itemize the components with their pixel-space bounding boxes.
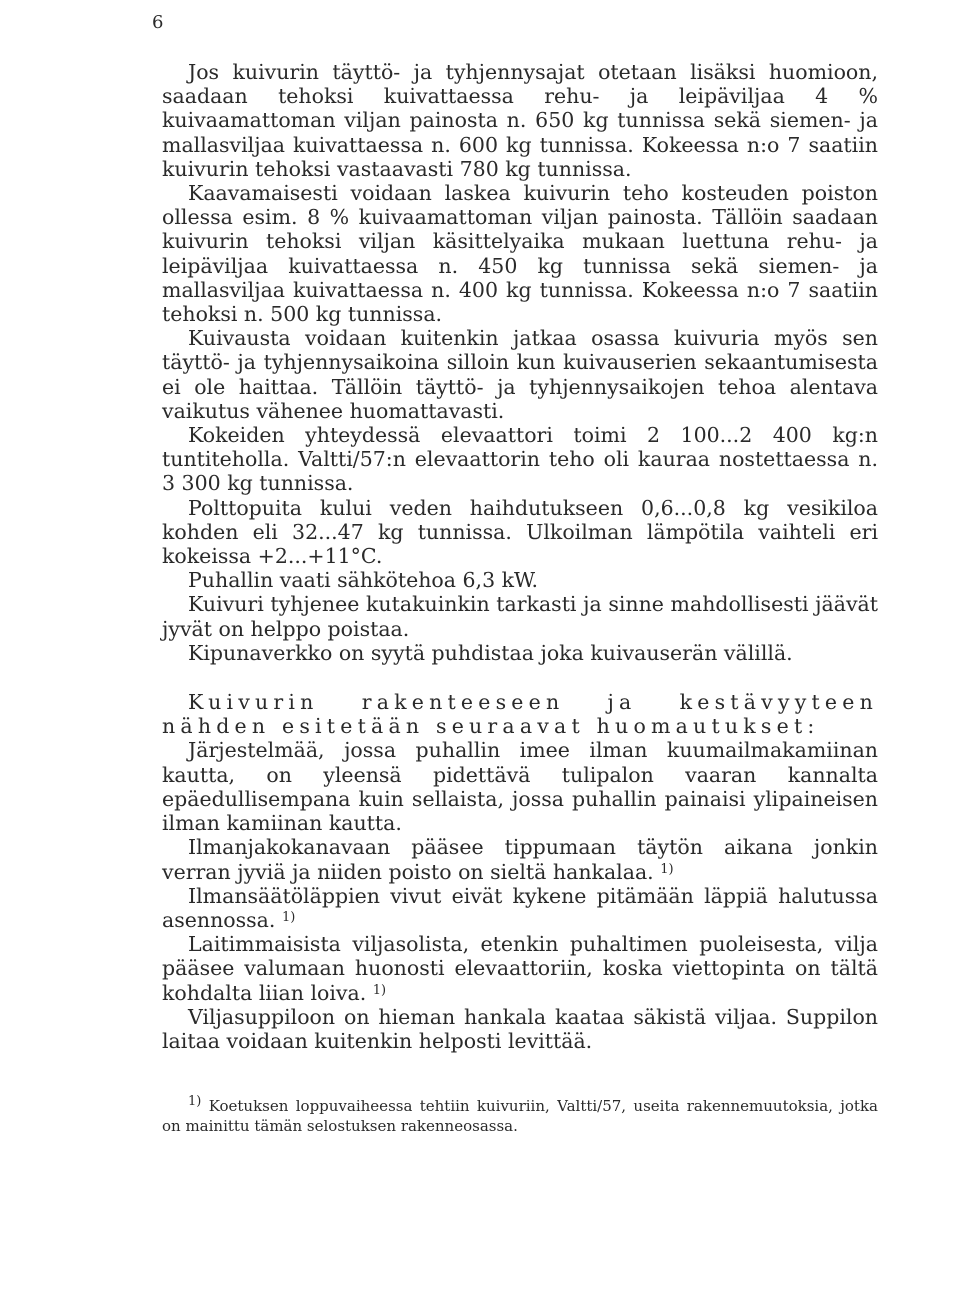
remark-text: Laitimmaisista viljasolista, etenkin puhaltimen puoleisesta, vilja pääsee valumaan huonosti elevaattoriin, koska viettopinta on tältä kohdalta liian loiva.: [162, 932, 878, 1005]
paragraph-polttopuut: Polttopuita kului veden haihdutukseen 0,6...0,8 kg vesikiloa kohden eli 32...47 kg tunnissa. Ulkoilman lämpötila vaihteli eri kokeissa +2...+11°C.: [162, 495, 878, 569]
paragraph-kuivaus-jatkuu: Kuivausta voidaan kuitenkin jatkaa osassa kuivuria myös sen täyttö- ja tyhjennysaikoina silloin kun kuivauserien sekaantumisesta ei ole haittaa. Tällöin täyttö- ja tyhjennysaikojen tehoa alentava vaikutus vähenee huomattavasti.: [162, 326, 878, 423]
footnote-text-block: [162, 1096, 878, 1136]
section-heading: Kuivurin rakenteeseen ja kestävyyteen nähden esitetään seuraavat huomautukset:: [162, 690, 878, 739]
remark-puhallin-jarjestelma: [162, 738, 878, 835]
remark-text: Viljasuppiloon on hieman hankala kaataa säkistä viljaa. Suppilon laitaa voidaan kuitenkin helposti levittää.: [162, 1004, 878, 1053]
footnote-text: Koetuksen loppuvaiheessa tehtiin kuivuriin, Valtti/57, useita rakennemuutoksia, jotka on mainittu tämän selostuksen rakenneosassa.: [162, 1097, 878, 1135]
remark-viljasuppilo: [162, 1005, 878, 1053]
paragraph-tehot: Jos kuivurin täyttö- ja tyhjennysajat otetaan lisäksi huomioon, saadaan tehoksi kuivattaessa rehu- ja leipäviljaa 4 % kuivaamattoman viljan painosta n. 650 kg tunnissa sekä siemen- ja mallasviljaa kuivattaessa n. 600 kg tunnissa. Kokeessa n:o 7 saatiin kuivurin tehoksi vastaavasti 780 kg tunnissa.: [162, 60, 878, 181]
remark-text: Ilmanjakokanavaan pääsee tippumaan täytön aikana jonkin verran jyviä ja niiden poisto on sieltä hankalaa.: [162, 835, 878, 884]
remark-viljasolut: [162, 932, 878, 1005]
paragraph-tyhjeneminen: Kuivuri tyhjenee kutakuinkin tarkasti ja sinne mahdollisesti jäävät jyvät on helppo poistaa.: [162, 592, 878, 641]
footnote-ref: 1): [281, 909, 296, 925]
footnote-marker: 1): [188, 1094, 202, 1109]
paragraph-kaavamainen-teho: Kaavamaisesti voidaan laskea kuivurin teho kosteuden poiston ollessa esim. 8 % kuivaamattoman viljan painosta. Tällöin saadaan kuivurin tehoksi viljan käsittelyaika mukaan luettuna rehu- ja leipäviljaa kuivattaessa n. 450 kg tunnissa sekä siemen- ja mallasviljaa kuivattaessa n. 400 kg tunnissa. Kokeessa n:o 7 saatiin tehoksi n. 500 kg tunnissa.: [162, 181, 878, 327]
remark-text: Järjestelmää, jossa puhallin imee ilman kuumailmakamiinan kautta, on yleensä pidettävä tulipalon vaaran kannalta epäedullisempana kuin sellaista, jossa puhallin painaisi ylipaineisen ilman kamiinan kautta.: [162, 738, 878, 836]
footnote-ref: 1): [660, 861, 674, 877]
remark-text: Ilmansäätöläppien vivut eivät kykene pitämään läppiä halutussa asennossa.: [162, 883, 878, 932]
main-text: [162, 60, 878, 1053]
footnote-ref: 1): [372, 982, 387, 998]
paragraph-puhallin: Puhallin vaati sähkötehoa 6,3 kW.: [188, 568, 539, 593]
remark-ilmanjakokanava: [162, 835, 878, 883]
paragraph-elevaattori: Kokeiden yhteydessä elevaattori toimi 2 100...2 400 kg:n tuntiteholla. Valtti/57:n elevaattorin teho oli kauraa nostettaessa n. 3 300 kg tunnissa.: [162, 423, 878, 496]
remark-ilmansaatolapat: [162, 884, 878, 932]
footnote: [162, 1096, 878, 1136]
page-number: 6: [152, 12, 164, 33]
paragraph-kipunaverkko: Kipunaverkko on syytä puhdistaa joka kuivauserän välillä.: [188, 640, 793, 665]
